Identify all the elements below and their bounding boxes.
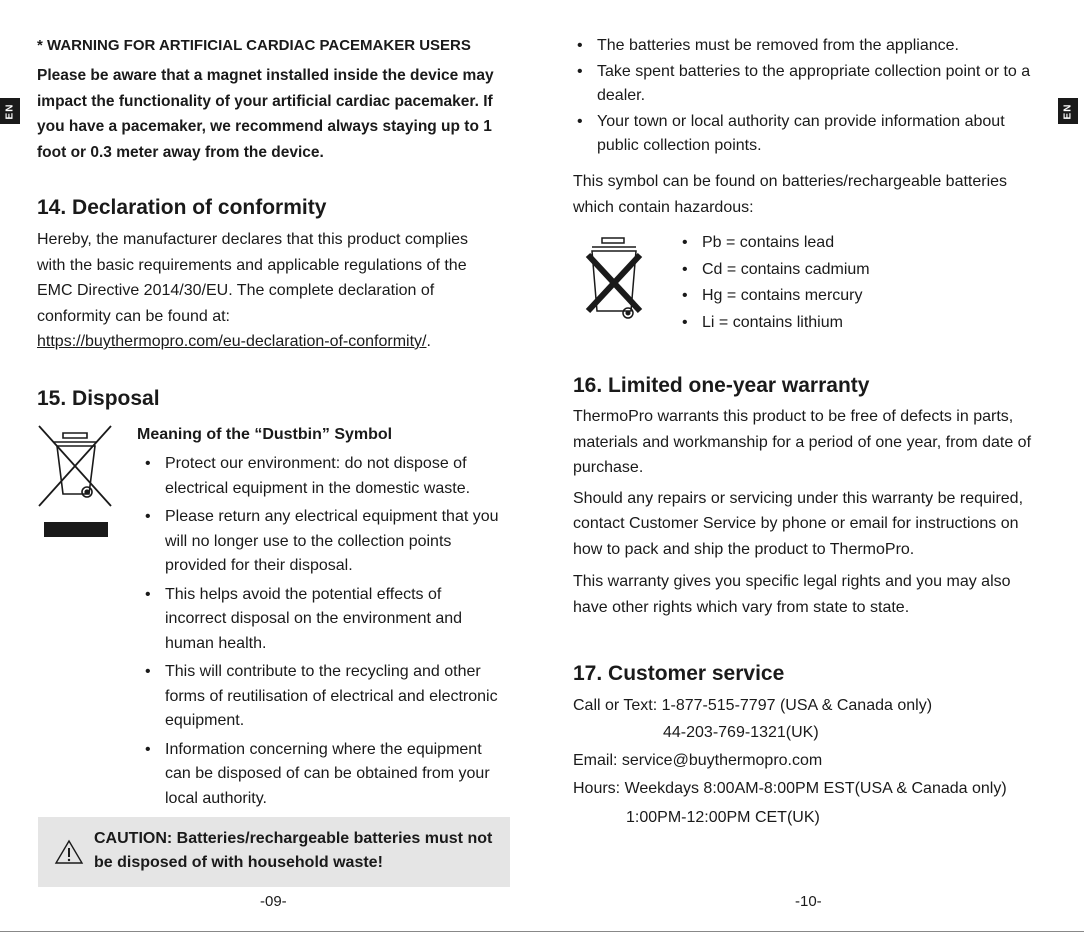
battery-disposal-bin-icon — [578, 233, 650, 327]
battery-bullet-list — [573, 34, 1048, 159]
caution-line: be disposed of with household waste! — [94, 854, 383, 871]
page-number-right: -10- — [795, 893, 822, 910]
language-tab-left: EN — [0, 98, 20, 124]
caution-text — [94, 827, 492, 875]
caution-box — [38, 817, 510, 887]
list-item: • Information concerning where the equipment can be disposed of can be obtained from your local authority. — [141, 738, 513, 812]
paragraph-line: which contain hazardous: — [573, 198, 754, 216]
conformity-link[interactable]: https://buythermopro.com/eu-declaration-of-conformity/ — [37, 333, 427, 350]
link-suffix: . — [426, 333, 431, 350]
paragraph-line: purchase. — [573, 459, 644, 476]
page-number-left: -09- — [260, 893, 287, 910]
list-item: • Your town or local authority can provide information about public collection points. — [573, 110, 1048, 159]
warning-line: foot or 0.3 meter away from the device. — [37, 143, 324, 161]
call-line-uk: 44-203-769-1321(UK) — [663, 724, 819, 741]
warning-title: * WARNING FOR ARTIFICIAL CARDIAC PACEMAKER USERS — [37, 37, 471, 54]
hours-line: Hours: Weekdays 8:00AM-8:00PM EST(USA & Canada only) — [573, 780, 1007, 797]
hours-line-uk: 1:00PM-12:00PM CET(UK) — [626, 809, 820, 826]
list-item: • This will contribute to the recycling and other forms of reutilisation of electrical and electronic equipment. — [141, 660, 513, 734]
warning-line: you have a pacemaker, we recommend always staying up to 1 — [37, 118, 492, 135]
dustbin-bullet-list — [141, 452, 513, 811]
paragraph-line: ThermoPro warrants this product to be free of defects in parts, — [573, 408, 1014, 425]
caution-line: CAUTION: Batteries/rechargeable batteries must not — [94, 830, 493, 847]
paragraph-line: Should any repairs or servicing under this warranty be required, — [573, 489, 1024, 507]
section-14-body — [37, 227, 468, 355]
paragraph-line: Hereby, the manufacturer declares that this product complies — [37, 231, 469, 248]
section-15-title: 15. Disposal — [37, 387, 160, 410]
symbol-description — [573, 169, 1007, 220]
email-line: Email: service@buythermopro.com — [573, 752, 823, 769]
paragraph-line: conformity can be found at: — [37, 307, 230, 325]
hazard-list — [678, 230, 870, 336]
list-item: • Protect our environment: do not dispose of electrical equipment in the domestic waste. — [141, 452, 513, 501]
paragraph-line: EMC Directive 2014/30/EU. The complete declaration of — [37, 282, 435, 299]
section-17-title: 17. Customer service — [573, 662, 785, 685]
paragraph-line: with the basic requirements and applicable regulations of the — [37, 256, 467, 274]
warning-body — [37, 63, 494, 165]
list-item: • Pb = contains lead — [678, 230, 870, 257]
paragraph-line: This symbol can be found on batteries/rechargeable batteries — [573, 173, 1008, 190]
call-line: Call or Text: 1-877-515-7797 (USA & Canada only) — [573, 697, 933, 714]
paragraph-line: how to pack and ship the product to ThermoPro. — [573, 540, 915, 558]
list-item: • The batteries must be removed from the appliance. — [573, 34, 1048, 59]
bottom-rule — [0, 931, 1084, 932]
paragraph-line: contact Customer Service by phone or email for instructions on — [573, 515, 1019, 532]
paragraph-line: This warranty gives you specific legal rights and you may also — [573, 573, 1011, 590]
language-tab-right: EN — [1058, 98, 1078, 124]
dustbin-heading: Meaning of the “Dustbin” Symbol — [137, 426, 393, 443]
crossed-out-wheelie-bin-icon — [37, 424, 115, 542]
paragraph-line: materials and workmanship for a period of one year, from date of — [573, 433, 1032, 451]
warning-line: impact the functionality of your artificial cardiac pacemaker. If — [37, 92, 493, 110]
section-16-title: 16. Limited one-year warranty — [573, 374, 870, 397]
list-item: • This helps avoid the potential effects of incorrect disposal on the environment and human health. — [141, 583, 513, 657]
section-14-title: 14. Declaration of conformity — [37, 196, 327, 219]
section-16-body — [573, 404, 1031, 620]
list-item: • Take spent batteries to the appropriate collection point or to a dealer. — [573, 60, 1048, 109]
paragraph-line: have other rights which vary from state to state. — [573, 598, 910, 616]
list-item: • Li = contains lithium — [678, 310, 870, 337]
list-item: • Please return any electrical equipment that you will no longer use to the collection points provided for their disposal. — [141, 505, 513, 579]
warning-triangle-icon — [54, 839, 84, 865]
list-item: • Cd = contains cadmium — [678, 257, 870, 284]
list-item: • Hg = contains mercury — [678, 283, 870, 310]
warning-line: Please be aware that a magnet installed inside the device may — [37, 67, 494, 84]
